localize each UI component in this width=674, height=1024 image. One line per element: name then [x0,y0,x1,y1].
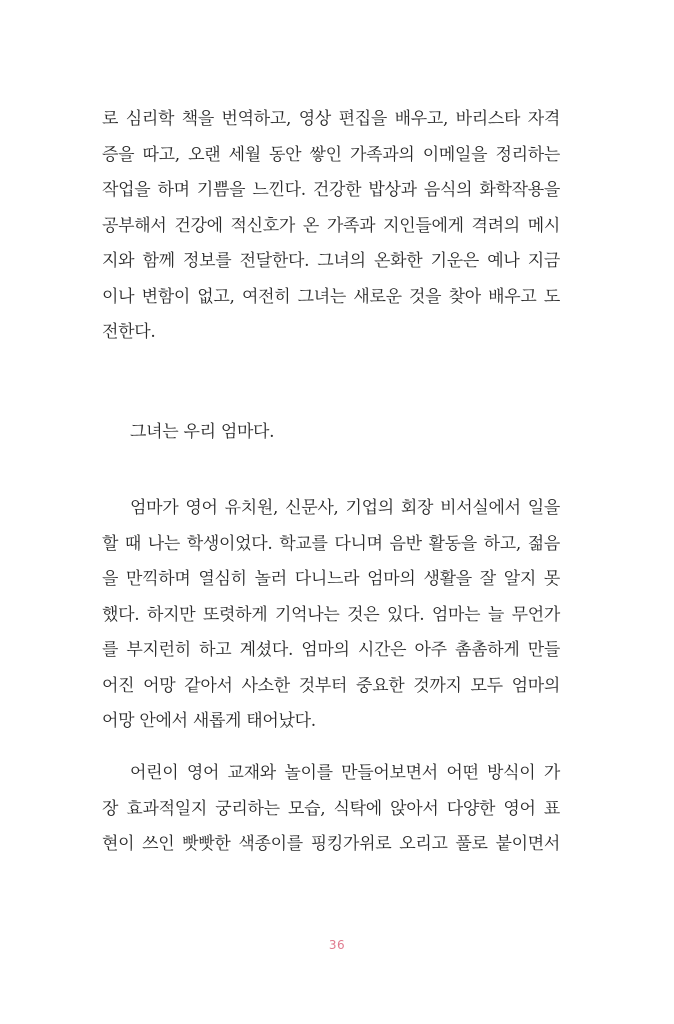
text-line: 지와 함께 정보를 전달한다. 그녀의 온화한 기운은 예나 지금 [102,251,560,271]
text-line: 장 효과적일지 궁리하는 모습, 식탁에 앉아서 다양한 영어 표 [102,798,560,819]
text-line: 현이 쓰인 빳빳한 색종이를 핑킹가위로 오리고 풀로 붙이면서 [102,834,560,854]
text-line: 공부해서 건강에 적신호가 온 가족과 지인들에게 격려의 메시 [102,215,560,236]
text-line: 를 부지런히 하고 계셨다. 엄마의 시간은 아주 촘촘하게 만들 [102,640,560,660]
text-line: 어진 어망 같아서 사소한 것부터 중요한 것까지 모두 엄마의 [102,675,560,696]
text-line: 증을 따고, 오랜 세월 동안 쌓인 가족과의 이메일을 정리하는 [102,144,560,165]
text-line: 전한다. [102,322,156,342]
text-line: 어망 안에서 새롭게 태어났다. [102,711,316,731]
text-line: 할 때 나는 학생이었다. 학교를 다니며 음반 활동을 하고, 젊음 [102,533,560,554]
text-line: 을 만끽하며 열심히 놀러 다니느라 엄마의 생활을 잘 알지 못 [102,569,560,589]
text-line: 로 심리학 책을 번역하고, 영상 편집을 배우고, 바리스타 자격 [102,109,560,129]
text-line: 작업을 하며 기쁨을 느낀다. 건강한 밥상과 음식의 화학작용을 [102,180,560,200]
paragraph-2 [102,415,560,451]
paragraph-1 [102,102,560,351]
paragraph-3 [102,491,560,740]
text-line: 그녀는 우리 엄마다. [130,422,275,442]
text-line: 어린이 영어 교재와 놀이를 만들어보면서 어떤 방식이 가 [130,763,560,783]
text-line: 이나 변함이 없고, 여전히 그녀는 새로운 것을 찾아 배우고 도 [102,286,560,307]
text-line: 했다. 하지만 또렷하게 기억나는 것은 있다. 엄마는 늘 무언가 [102,604,560,625]
text-line: 엄마가 영어 유치원, 신문사, 기업의 회장 비서실에서 일을 [130,498,560,518]
paragraph-4 [102,756,560,863]
page-number: 36 [328,938,346,952]
